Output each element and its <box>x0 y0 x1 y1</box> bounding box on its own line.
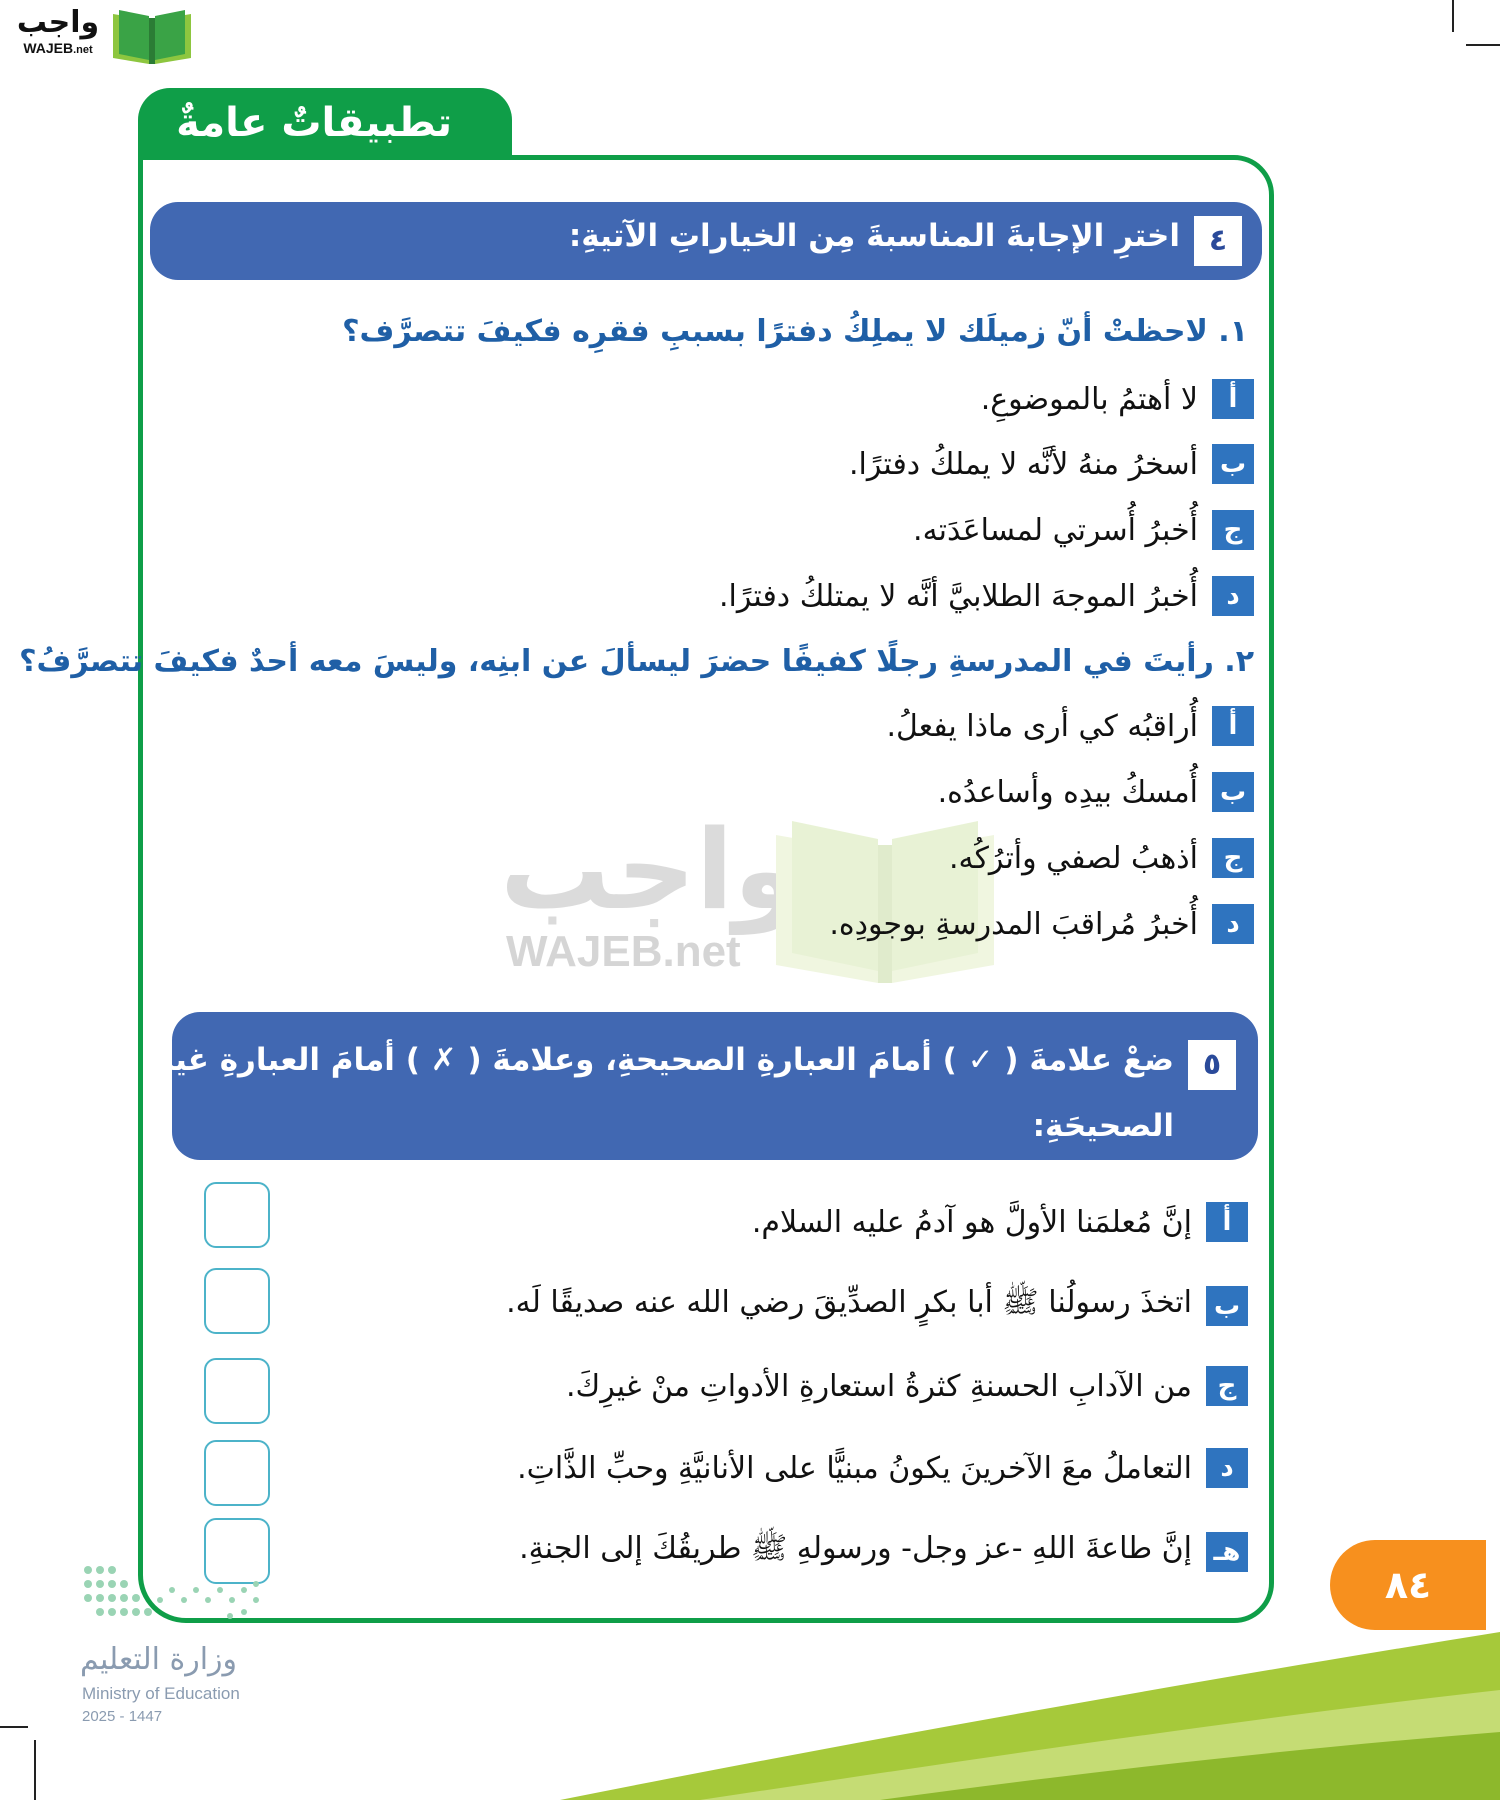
q1-option-d[interactable] <box>719 576 1254 616</box>
option-text: أذهبُ لصفي وأترُكُه. <box>948 840 1198 876</box>
exercise-number: ٥ <box>1188 1040 1236 1090</box>
q2-option-d[interactable] <box>829 904 1254 944</box>
option-text: أُراقبُه كي أرى ماذا يفعلُ. <box>886 708 1198 744</box>
statement-text: إنَّ طاعةَ اللهِ -عز وجل- ورسولهِ ﷺ طريقُكَ إلى الجنةِ. <box>519 1531 1192 1566</box>
option-text: أسخرُ منهُ لأنَّه لا يملكُ دفترًا. <box>848 446 1198 482</box>
ministry-english: Ministry of Education <box>82 1684 240 1703</box>
ministry-dots-icon <box>80 1560 270 1630</box>
question-2: ٢. رأيتَ في المدرسةِ رجلًا كفيفًا حضرَ ليسألَ عن ابنِه، وليسَ معه أحدٌ فكيفَ تتصرَّفُ؟ <box>19 644 1254 679</box>
logo-latin: WAJEB.net <box>23 40 93 56</box>
option-text: أُمسكُ بيدِه وأساعدُه. <box>937 774 1198 810</box>
crop-mark <box>1466 44 1500 46</box>
option-letter-badge: ج <box>1212 510 1254 550</box>
crop-mark <box>1452 0 1454 32</box>
watermark-arabic: واجب <box>500 806 802 934</box>
watermark-latin: WAJEB.net <box>506 927 741 976</box>
wajeb-logo[interactable] <box>8 6 193 66</box>
q2-option-c[interactable] <box>949 838 1254 878</box>
option-text: أُخبرُ أُسرتي لمساعَدَته. <box>913 512 1198 548</box>
answer-box-d[interactable] <box>204 1440 270 1506</box>
question-1: ١. لاحظتْ أنّ زميلَك لا يملِكُ دفترًا بسببِ فقرِه فكيفَ تتصرَّف؟ <box>342 314 1248 349</box>
option-letter-badge: هـ <box>1206 1532 1248 1572</box>
option-letter-badge: ج <box>1206 1366 1248 1406</box>
exercise-4-banner <box>150 202 1262 280</box>
exercise-instruction-line1: ضعْ علامةَ ( ✓ ) أمامَ العبارةِ الصحيحةِ، وعلامةَ ( ✗ ) أمامَ العبارةِ غيرِ <box>155 1042 1174 1078</box>
option-letter-badge: د <box>1206 1448 1248 1488</box>
q1-option-b[interactable] <box>849 444 1254 484</box>
option-text: لا أهتمُ بالموضوعِ. <box>980 381 1198 417</box>
option-letter-badge: ب <box>1212 772 1254 812</box>
option-text: أُخبرُ مُراقبَ المدرسةِ بوجودِه. <box>829 906 1198 942</box>
option-letter-badge: أ <box>1212 706 1254 746</box>
option-letter-badge: أ <box>1212 379 1254 419</box>
ministry-arabic: وزارة التعليم <box>80 1642 238 1677</box>
q2-option-a[interactable] <box>886 706 1254 746</box>
q1-option-c[interactable] <box>913 510 1254 550</box>
q1-option-a[interactable] <box>981 379 1254 419</box>
answer-box-b[interactable] <box>204 1268 270 1334</box>
book-icon <box>111 8 193 66</box>
statement-e <box>519 1530 1248 1573</box>
ministry-year: 2025 - 1447 <box>82 1708 163 1725</box>
statement-text: إنَّ مُعلمَنا الأولَّ هو آدمُ عليه السلام. <box>751 1204 1192 1240</box>
statement-text: من الآدابِ الحسنةِ كثرةُ استعارةِ الأدواتِ منْ غيرِكَ. <box>565 1368 1192 1404</box>
option-letter-badge: د <box>1212 904 1254 944</box>
statement-b <box>506 1284 1248 1327</box>
exercise-number: ٤ <box>1194 216 1242 266</box>
option-text: أُخبرُ الموجهَ الطلابيَّ أنَّه لا يمتلكُ دفترًا. <box>718 578 1198 614</box>
answer-box-c[interactable] <box>204 1358 270 1424</box>
exercise-5-banner <box>155 1012 1258 1160</box>
q2-option-b[interactable] <box>938 772 1254 812</box>
option-letter-badge: د <box>1212 576 1254 616</box>
option-letter-badge: ب <box>1212 444 1254 484</box>
exercise-instruction-line2: الصحيحَةِ: <box>1032 1108 1174 1144</box>
statement-text: اتخذَ رسولُنا ﷺ أبا بكرٍ الصدِّيقَ رضي الله عنه صديقًا لَه. <box>506 1285 1192 1320</box>
ministry-logo <box>80 1560 290 1730</box>
statement-a <box>752 1202 1248 1242</box>
page-number: ٨٤ <box>1330 1540 1486 1630</box>
statement-text: التعاملُ معَ الآخرينَ يكونُ مبنيًّا على الأنانيَّةِ وحبِّ الذَّاتِ. <box>517 1450 1192 1486</box>
option-letter-badge: ج <box>1212 838 1254 878</box>
watermark <box>500 806 1000 985</box>
statement-c <box>566 1366 1248 1406</box>
statement-d <box>517 1448 1248 1488</box>
section-title: تطبيقاتٌ عامةٌ <box>176 100 452 146</box>
answer-box-a[interactable] <box>204 1182 270 1248</box>
option-letter-badge: أ <box>1206 1202 1248 1242</box>
option-letter-badge: ب <box>1206 1286 1248 1326</box>
exercise-instruction: اخترِ الإجابةَ المناسبةَ مِن الخياراتِ الآتيةِ: <box>568 218 1180 254</box>
logo-arabic: واجب <box>16 5 100 40</box>
